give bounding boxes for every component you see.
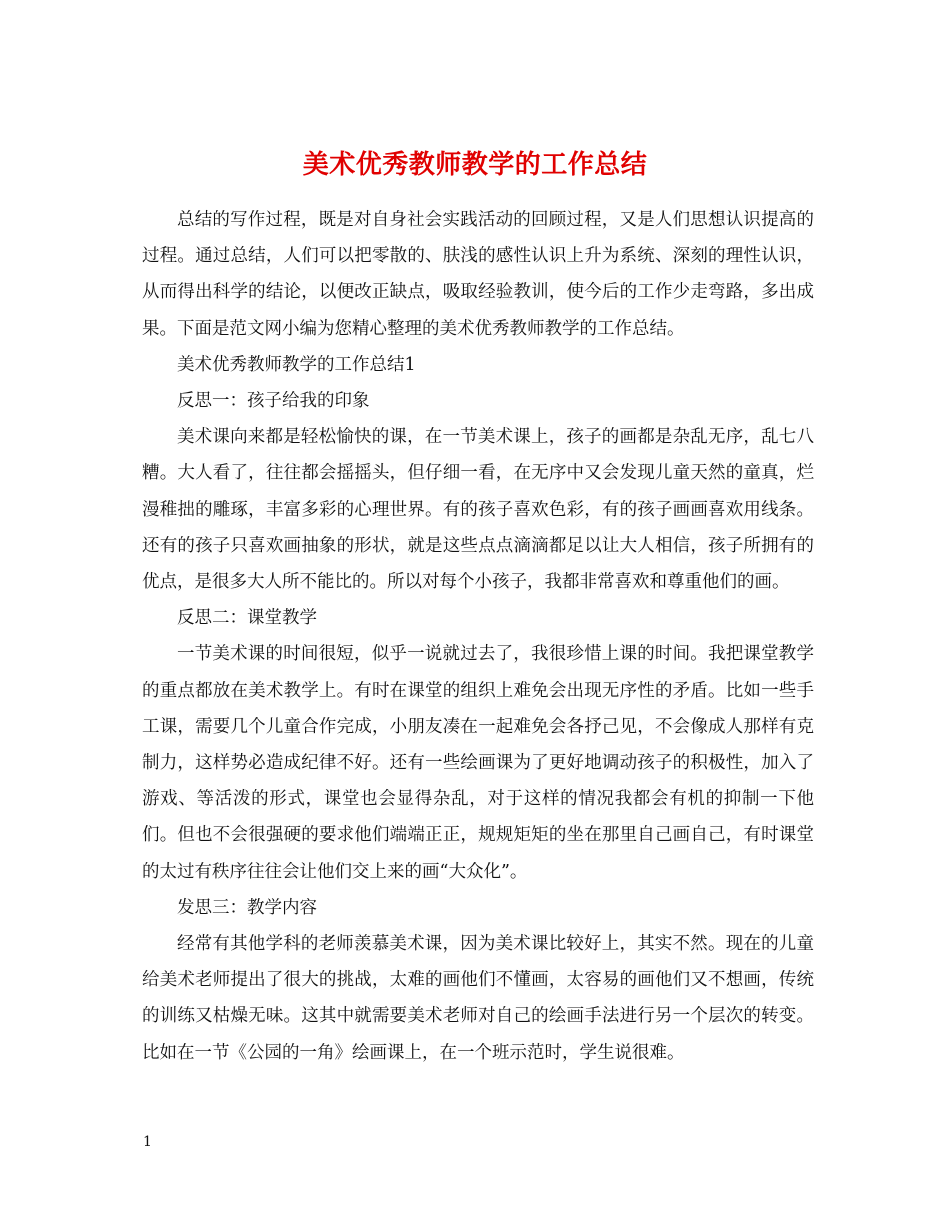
- document-title: 美术优秀教师教学的工作总结: [302, 150, 648, 181]
- reflection-3-paragraph: 经常有其他学科的老师羡慕美术课，因为美术课比较好上，其实不然。现在的儿童给美术老师提出了很大的挑战，太难的画他们不懂画，太容易的画他们又不想画，传统的训练又枯燥无味。这其中就需要美术老师对自己的绘画手法进行另一个层次的转变。比如在一节《公园的一角》绘画课上，在一个班示范时，学生说很难。: [142, 934, 814, 1063]
- document-body: [142, 202, 814, 1071]
- page-number: 1: [143, 1134, 152, 1150]
- reflection-3-heading: 发思三：教学内容: [177, 897, 317, 918]
- section-title: 美术优秀教师教学的工作总结1: [177, 354, 416, 375]
- reflection-2-paragraph: 一节美术课的时间很短，似乎一说就过去了，我很珍惜上课的时间。我把课堂教学的重点都放在美术教学上。有时在课堂的组织上难免会出现无序性的矛盾。比如一些手工课，需要几个儿童合作完成，小朋友凑在一起难免会各抒己见，不会像成人那样有克制力，这样势必造成纪律不好。还有一些绘画课为了更好地调动孩子的积极性，加入了游戏、等活泼的形式，课堂也会显得杂乱，对于这样的情况我都会有机的抑制一下他们。但也不会很强硬的要求他们端端正正，规规矩矩的坐在那里自己画自己，有时课堂的太过有秩序往往会让他们交上来的画“大众化”。: [142, 644, 814, 882]
- reflection-1-heading: 反思一：孩子给我的印象: [177, 391, 370, 412]
- intro-paragraph: 总结的写作过程，既是对自身社会实践活动的回顾过程，又是人们思想认识提高的过程。通过总结，人们可以把零散的、肤浅的感性认识上升为系统、深刻的理性认识，从而得出科学的结论，以便改正缺点，吸取经验教训，使今后的工作少走弯路，多出成果。下面是范文网小编为您精心整理的美术优秀教师教学的工作总结。: [142, 210, 814, 339]
- reflection-1-paragraph: 美术课向来都是轻松愉快的课，在一节美术课上，孩子的画都是杂乱无序，乱七八糟。大人看了，往往都会摇摇头，但仔细一看，在无序中又会发现儿童天然的童真，烂漫稚拙的雕琢，丰富多彩的心理世界。有的孩子喜欢色彩，有的孩子画画喜欢用线条。还有的孩子只喜欢画抽象的形状，就是这些点点滴滴都足以让大人相信，孩子所拥有的优点，是很多大人所不能比的。所以对每个小孩子，我都非常喜欢和尊重他们的画。: [142, 427, 814, 593]
- reflection-2-heading: 反思二：课堂教学: [177, 608, 317, 629]
